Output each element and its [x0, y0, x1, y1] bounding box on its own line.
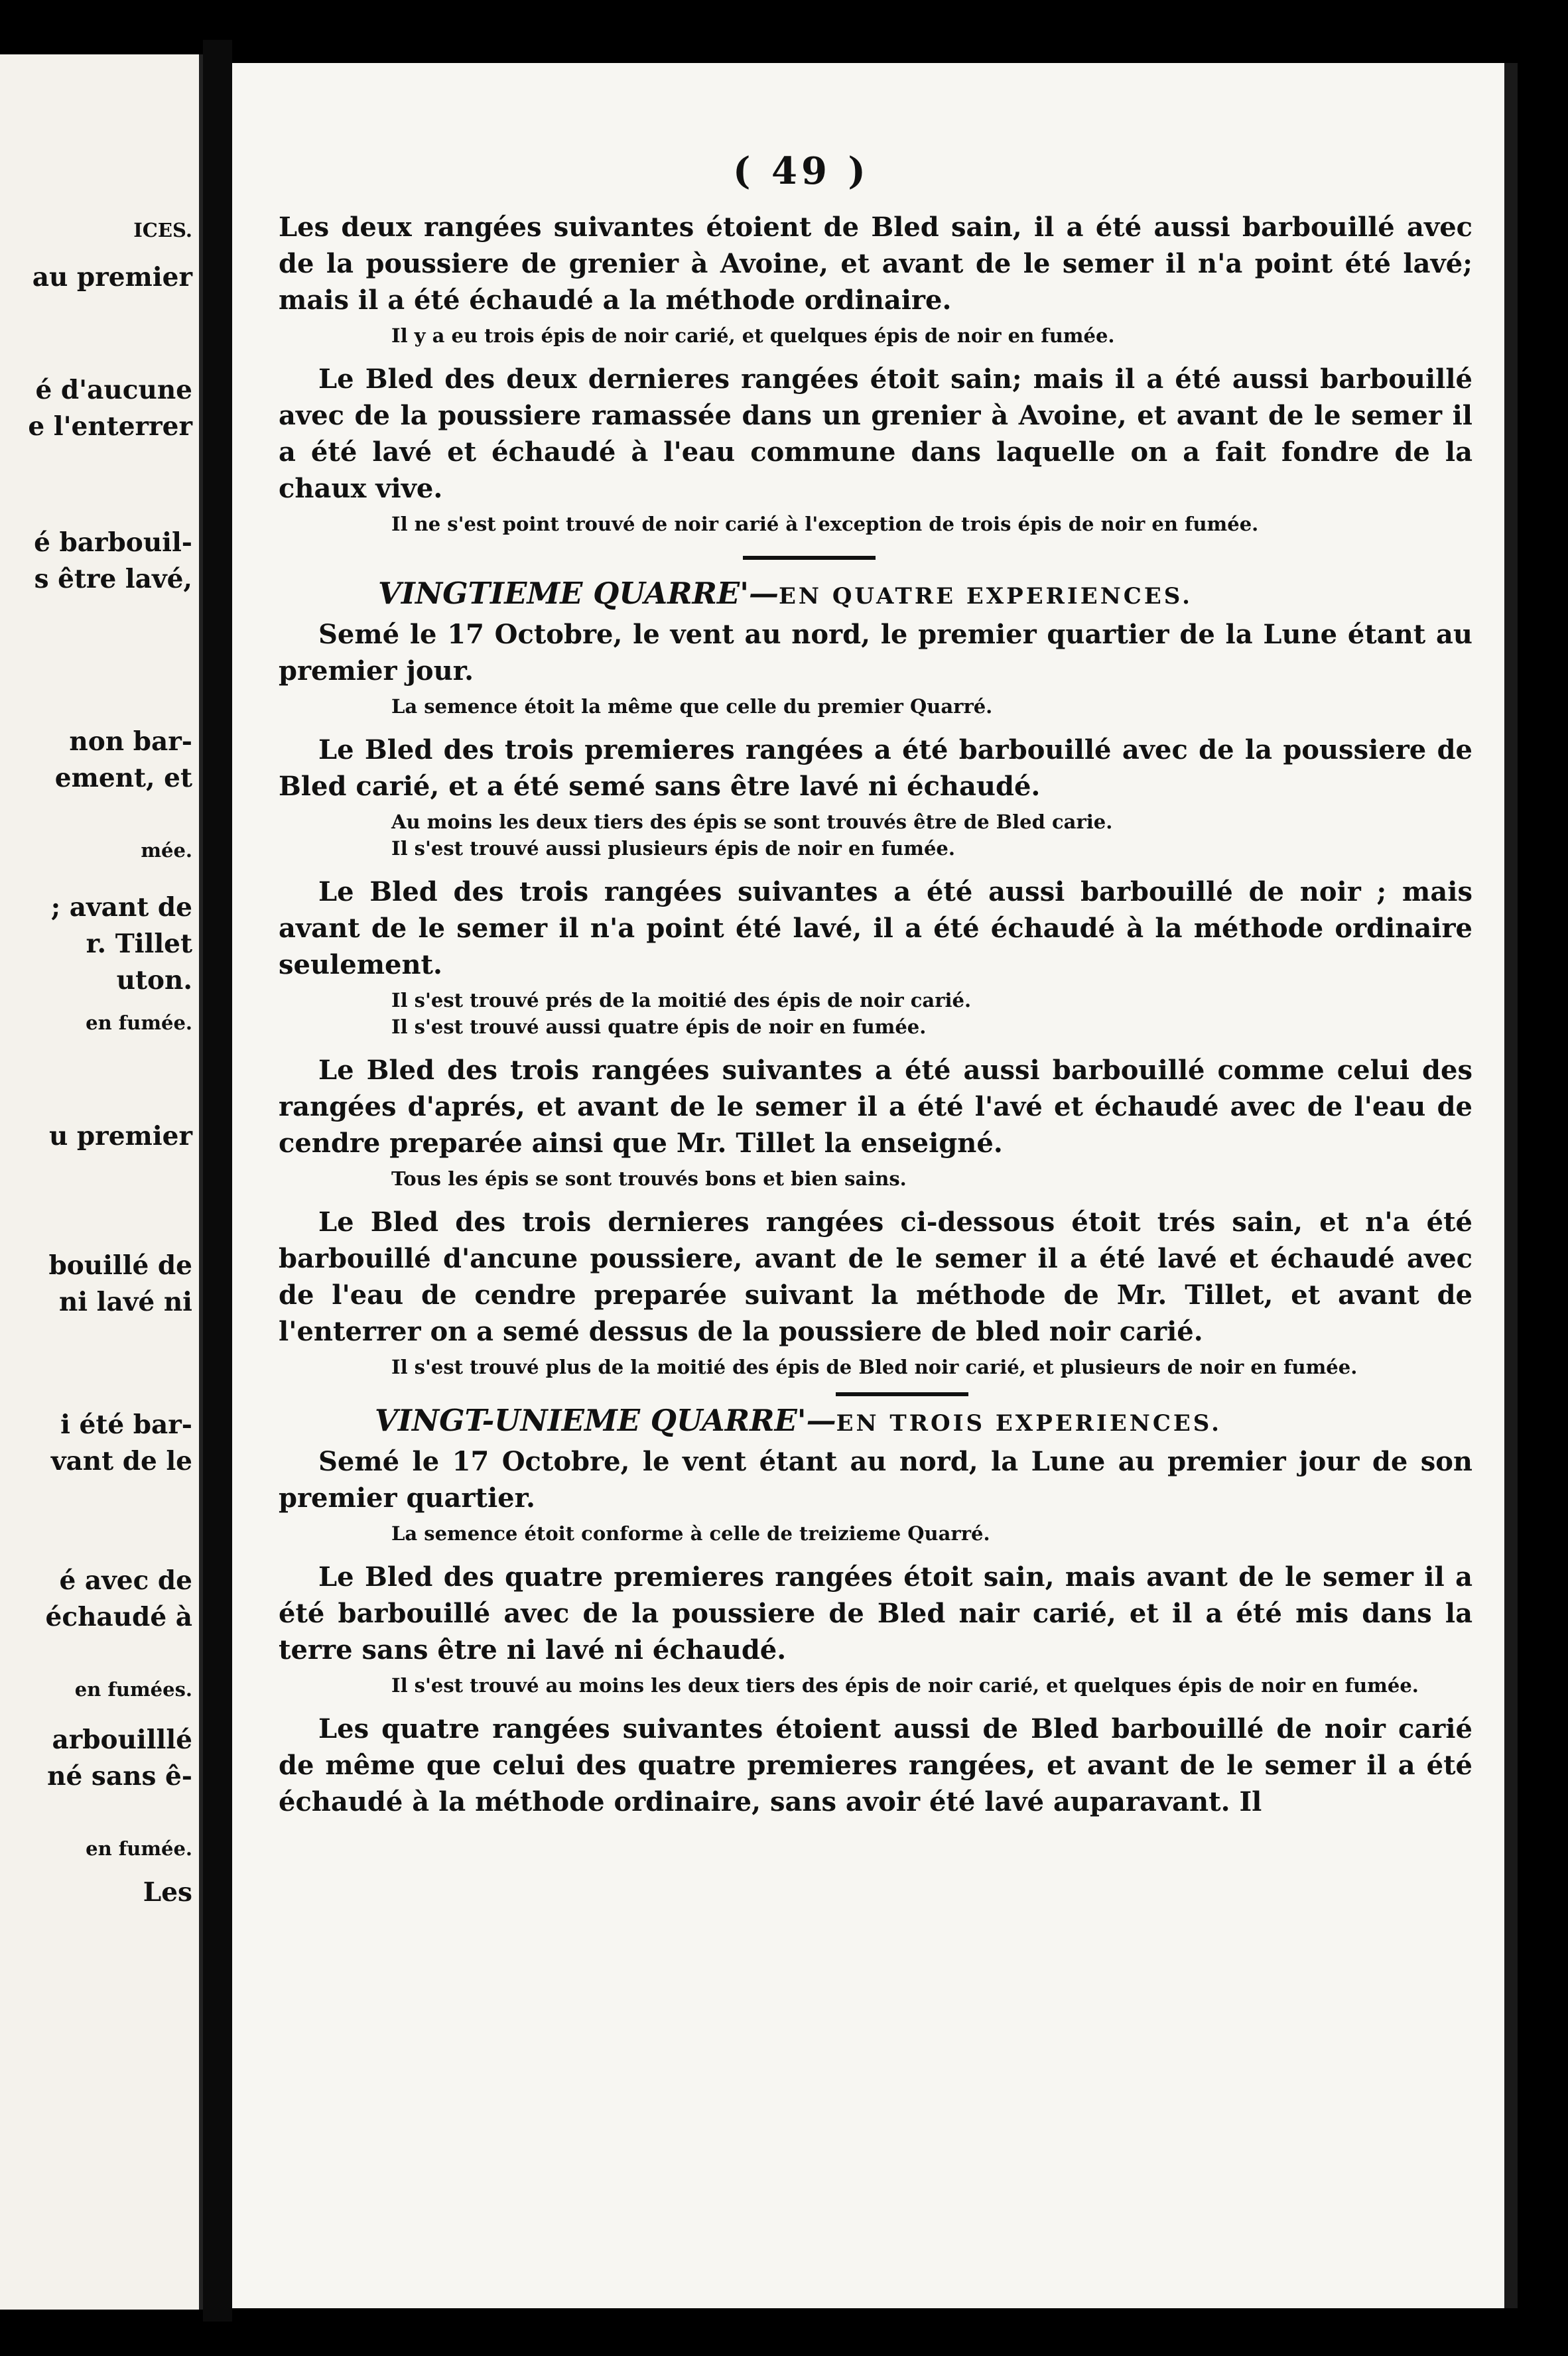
note: La semence étoit la même que celle du premier Quarré.	[391, 695, 993, 718]
section-divider	[836, 1392, 968, 1396]
left-page-line: en fumée.	[86, 1837, 192, 1860]
paragraph: Le Bled des trois premieres rangées a été barbouillé avec de la poussiere de Bled carié, et a été semé sans être lavé ni échaudé.	[279, 734, 1472, 802]
left-page-line: e l'enterrer	[28, 411, 192, 442]
left-page-line: arbouilllé	[52, 1725, 192, 1755]
left-page-line: r. Tillet	[86, 929, 192, 959]
section-heading	[378, 576, 1472, 611]
heading-title: VINGT-UNIEME QUARRE'—	[375, 1403, 836, 1438]
left-page-line: ICES.	[133, 219, 192, 241]
left-page-line: é barbouil-	[34, 527, 192, 558]
section-heading	[375, 1403, 1472, 1438]
left-page-line: au premier	[32, 262, 192, 293]
note: Il y a eu trois épis de noir carié, et quelques épis de noir en fumée.	[391, 324, 1115, 347]
paragraph: Semé le 17 Octobre, le vent étant au nord, la Lune au premier jour de son premier quartier.	[279, 1446, 1472, 1514]
paragraph: Le Bled des deux dernieres rangées étoit sain; mais il a été aussi barbouillé avec de la poussiere ramassée dans un grenier à Avoine, et avant de le semer il a été lavé et échaudé à l'eau commune dans laquelle on a fait fondre de la chaux vive.	[279, 363, 1472, 504]
paragraph: Le Bled des quatre premieres rangées étoit sain, mais avant de le semer il a été barbouillé avec de la poussiere de Bled nair carié, et il a été mis dans la terre sans être ni lavé ni échaudé.	[279, 1561, 1472, 1666]
paragraph: Semé le 17 Octobre, le vent au nord, le premier quartier de la Lune étant au premier jour.	[279, 619, 1472, 687]
note: Tous les épis se sont trouvés bons et bien sains.	[391, 1167, 907, 1190]
left-page-line: né sans ê-	[47, 1761, 192, 1792]
paragraph: Le Bled des trois dernieres rangées ci-dessous étoit trés sain, et n'a été barbouillé d'ancune poussiere, avant de le semer il a été lavé et échaudé avec de l'eau de cendre preparée suivant la méthode de Mr. Tillet, et avant de l'enterrer on a semé dessus de la poussiere de bled noir carié.	[279, 1207, 1472, 1347]
left-page-line: non bar-	[69, 726, 192, 757]
paragraph: Les deux rangées suivantes étoient de Bled sain, il a été aussi barbouillé avec de la poussiere de grenier à Avoine, et avant de le semer il n'a point été lavé; mais il a été échaudé a la méthode ordinaire.	[279, 212, 1472, 316]
left-page-line: uton.	[116, 965, 192, 996]
left-page-line: en fumée.	[86, 1012, 192, 1034]
book-spine	[203, 40, 232, 2322]
note: Il ne s'est point trouvé de noir carié à l'exception de trois épis de noir en fumée.	[391, 513, 1259, 535]
note: Il s'est trouvé plus de la moitié des épis de Bled noir carié, et plusieurs de noir en fumée.	[391, 1356, 1358, 1378]
section-divider	[743, 556, 876, 560]
left-page-line: i été bar-	[60, 1409, 192, 1440]
note: Il s'est trouvé prés de la moitié des épis de noir carié.	[391, 989, 972, 1012]
left-page-line: ; avant de	[50, 892, 192, 923]
note: La semence étoit conforme à celle de treizieme Quarré.	[391, 1522, 990, 1545]
note: Il s'est trouvé au moins les deux tiers des épis de noir carié, et quelques épis de noir en fumée.	[391, 1674, 1419, 1697]
heading-subtitle: EN TROIS EXPERIENCES.	[836, 1410, 1222, 1437]
note: Il s'est trouvé aussi quatre épis de noir en fumée.	[391, 1015, 927, 1038]
left-page-line: u premier	[48, 1121, 192, 1151]
left-page-line: é d'aucune	[35, 375, 192, 405]
left-page-line: échaudé à	[45, 1602, 192, 1632]
heading-title: VINGTIEME QUARRE'—	[378, 576, 779, 611]
note: Au moins les deux tiers des épis se sont trouvés être de Bled carie.	[391, 811, 1113, 833]
left-facing-page	[0, 54, 203, 2310]
page-number: ( 49 )	[733, 149, 870, 193]
left-page-line: vant de le	[50, 1446, 192, 1476]
left-page-line: ni lavé ni	[58, 1287, 192, 1317]
paragraph: Le Bled des trois rangées suivantes a été aussi barbouillé comme celui des rangées d'aprés, et avant de le semer il a été l'avé et échaudé avec de l'eau de cendre preparée ainsi que Mr. Tillet la enseigné.	[279, 1055, 1472, 1159]
left-page-line: mée.	[141, 839, 192, 862]
main-page	[232, 63, 1506, 2308]
left-page-line: é avec de	[59, 1565, 192, 1596]
left-page-line: en fumées.	[74, 1678, 192, 1701]
paragraph: Le Bled des trois rangées suivantes a été aussi barbouillé de noir ; mais avant de le semer il n'a point été lavé, il a été échaudé à la méthode ordinaire seulement.	[279, 876, 1472, 980]
left-page-line: ement, et	[54, 763, 192, 793]
page-edge	[1504, 63, 1518, 2308]
left-page-line: bouillé de	[48, 1250, 192, 1281]
paragraph: Les quatre rangées suivantes étoient aussi de Bled barbouillé de noir carié de même que celui des quatre premieres rangées, et avant de le semer il a été échaudé à la méthode ordinaire, sans avoir été lavé auparavant. Il	[279, 1713, 1472, 1817]
left-page-line: Les	[143, 1877, 192, 1908]
page-content	[279, 209, 1472, 1820]
note: Il s'est trouvé aussi plusieurs épis de noir en fumée.	[391, 837, 955, 860]
heading-subtitle: EN QUATRE EXPERIENCES.	[778, 583, 1193, 610]
left-page-line: s être lavé,	[34, 564, 192, 594]
